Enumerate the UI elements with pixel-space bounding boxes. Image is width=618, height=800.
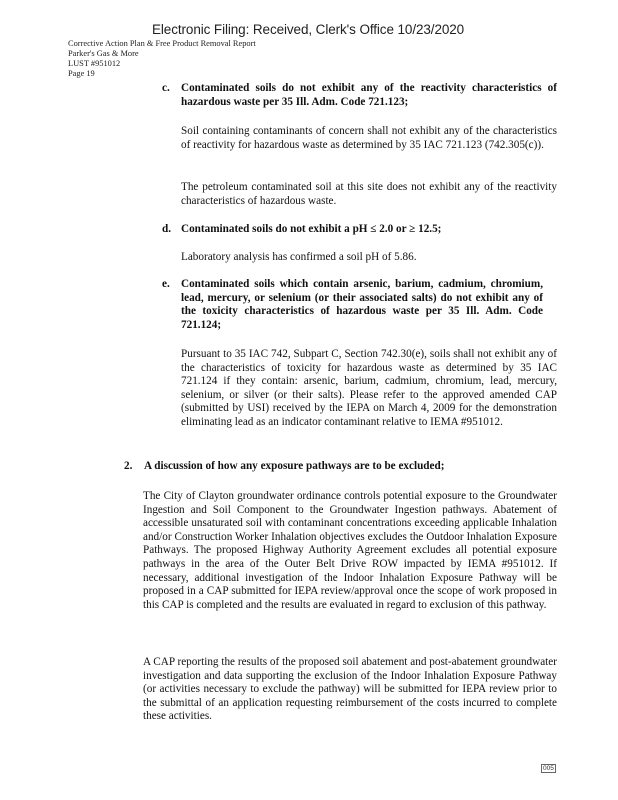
site-name: Parker's Gas & More	[68, 49, 139, 58]
list-item-d-heading	[162, 223, 557, 237]
list-item-c-heading	[162, 82, 557, 109]
paragraph: Pursuant to 35 IAC 742, Subpart C, Section 742.30(e), soils shall not exhibit any of the characteristics of toxicity for hazardous waste as determined by 35 IAC 721.124 if they contain: arsenic, barium, cadmium, chromium, lead, mercury, selenium, or silver (or their salts). Please refer to the approved amended CAP (submitted by USI) received by the IEPA on March 4, 2009 for the demonstration eliminating lead as an indicator contaminant relative to IEMA #951012.	[181, 348, 557, 428]
item-heading: Contaminated soils which contain arsenic, barium, cadmium, chromium, lead, mercury, or selenium (or their associated salts) do not exhibit any of the toxicity characteristics of hazardous waste per 35 Ill. Adm. Code 721.124;	[181, 278, 543, 331]
filing-stamp: Electronic Filing: Received, Clerk's Office 10/23/2020	[152, 22, 465, 37]
item-heading: Contaminated soils do not exhibit any of the reactivity characteristics of hazardous waste per 35 Ill. Adm. Code 721.123;	[181, 82, 557, 108]
page-number: Page 19	[68, 69, 95, 78]
section-2-heading	[124, 460, 554, 474]
section-number: 2.	[124, 460, 133, 472]
item-letter: d.	[162, 223, 172, 235]
paragraph: The City of Clayton groundwater ordinance controls potential exposure to the Groundwater Ingestion and Soil Component to the Groundwater Ingestion pathways. Abatement of accessible unsaturated soil with contaminant concentrations exceeding applicable Inhalation and/or Construction Worker Inhalation objectives excludes the Outdoor Inhalation Exposure Pathways. The proposed Highway Authority Agreement excludes all potential exposure pathways in the area of the Outer Belt Drive ROW impacted by IEMA #951012. If necessary, additional investigation of the Indoor Inhalation Exposure Pathway will be proposed in a CAP submitted for IEPA review/approval once the scope of work proposed in this CAP is completed and the results are evaluated in regard to exclusion of this pathway.	[143, 490, 557, 611]
item-letter: c.	[162, 82, 170, 94]
page-footer-mark: 005	[543, 765, 554, 772]
section-heading: A discussion of how any exposure pathways are to be excluded;	[144, 460, 445, 472]
list-item-e-heading	[162, 278, 557, 332]
document-header	[68, 39, 256, 79]
item-heading: Contaminated soils do not exhibit a pH ≤ 2.0 or ≥ 12.5;	[181, 223, 442, 235]
paragraph: The petroleum contaminated soil at this site does not exhibit any of the reactivity characteristics of hazardous waste.	[181, 181, 557, 207]
report-title: Corrective Action Plan & Free Product Removal Report	[68, 39, 256, 48]
paragraph: A CAP reporting the results of the proposed soil abatement and post-abatement groundwater investigation and data supporting the exclusion of the Indoor Inhalation Exposure Pathway (or activities necessary to exclude the pathway) will be submitted for IEPA review prior to the submittal of an application requesting reimbursement of the costs incurred to complete these activities.	[143, 656, 557, 723]
lust-number: LUST #951012	[68, 59, 121, 68]
item-letter: e.	[162, 278, 170, 290]
paragraph: Laboratory analysis has confirmed a soil pH of 5.86.	[181, 251, 417, 263]
paragraph: Soil containing contaminants of concern shall not exhibit any of the characteristics of reactivity for hazardous waste as determined by 35 IAC 721.123 (742.305(c)).	[181, 125, 557, 151]
